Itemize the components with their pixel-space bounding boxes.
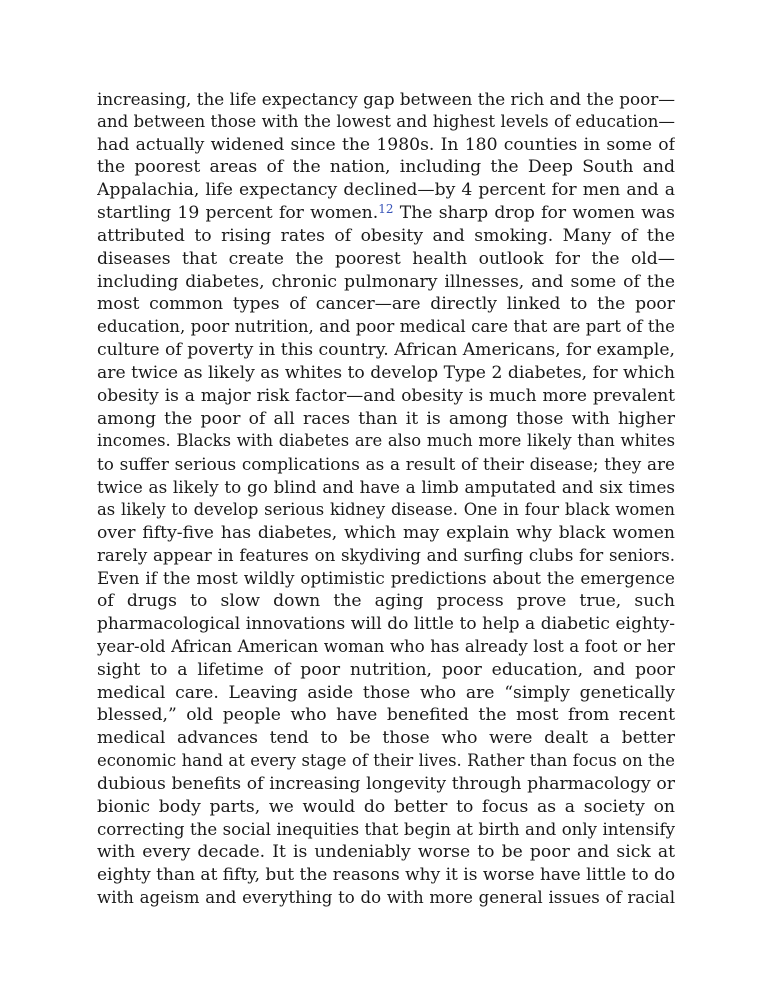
text-line — [97, 225, 675, 248]
text-line — [97, 385, 675, 408]
line-text: the poorest areas of the nation, including the Deep South and — [97, 157, 675, 178]
line-text: rarely appear in features on skydiving and surfing clubs for seniors. — [97, 545, 675, 565]
line-text: twice as likely to go blind and have a limb amputated and six times — [97, 477, 675, 498]
line-text: economic hand at every stage of their lives. Rather than focus on the — [97, 751, 675, 771]
line-text: are twice as likely as whites to develop Type 2 diabetes, for which — [97, 362, 675, 383]
line-text: medical care. Leaving aside those who are “simply genetically — [97, 682, 675, 703]
line-text: culture of poverty in this country. African Americans, for example, — [97, 340, 675, 361]
text-line — [97, 476, 675, 499]
text-line — [97, 773, 675, 796]
line-text: blessed,” old people who have benefited the most from recent — [97, 705, 675, 726]
line-text: sight to a lifetime of poor nutrition, poor education, and poor — [97, 659, 675, 680]
line-text: medical advances tend to be those who were dealt a better — [97, 728, 675, 749]
text-line — [97, 841, 675, 864]
line-text: correcting the social inequities that begin at birth and only intensify — [97, 819, 675, 839]
line-text: eighty than at fifty, but the reasons why it is worse have little to do — [97, 865, 675, 886]
text-line — [97, 293, 675, 316]
text-line — [97, 819, 675, 842]
text-line — [97, 339, 675, 362]
text-line — [97, 430, 675, 453]
line-text: as likely to develop serious kidney disease. One in four black women — [97, 499, 675, 519]
line-text: over fifty-five has diabetes, which may explain why black women — [97, 522, 675, 543]
line-text: startling 19 percent for women. — [97, 203, 379, 224]
line-text: attributed to rising rates of obesity and smoking. Many of the — [97, 225, 675, 246]
line-text: education, poor nutrition, and poor medical care that are part of the — [97, 317, 675, 337]
line-text: among the poor of all races than it is among those with higher — [97, 408, 675, 429]
text-line — [97, 111, 675, 134]
line-text: Even if the most wildly optimistic predictions about the emergence — [97, 568, 675, 589]
line-text-continued: The sharp drop for women was — [393, 203, 675, 224]
text-line — [97, 453, 675, 476]
line-text: increasing, the life expectancy gap between the rich and the poor— — [97, 89, 675, 109]
line-text: including diabetes, chronic pulmonary illnesses, and some of the — [97, 271, 675, 292]
text-line — [97, 887, 675, 910]
line-text: with every decade. It is undeniably worse to be poor and sick at — [97, 842, 675, 863]
text-line — [97, 88, 675, 111]
line-text: obesity is a major risk factor—and obesity is much more prevalent — [97, 385, 675, 406]
text-line — [97, 545, 675, 568]
text-line — [97, 750, 675, 773]
body-text — [97, 88, 675, 910]
line-text: diseases that create the poorest health outlook for the old— — [97, 248, 675, 269]
text-line — [97, 134, 675, 157]
text-line — [97, 316, 675, 339]
text-line — [97, 727, 675, 750]
line-text: incomes. Blacks with diabetes are also much more likely than whites — [97, 431, 675, 451]
line-text: dubious benefits of increasing longevity through pharmacology or — [97, 773, 675, 794]
text-line — [97, 156, 675, 179]
text-line — [97, 682, 675, 705]
text-line — [97, 248, 675, 271]
text-line — [97, 796, 675, 819]
line-text: with ageism and everything to do with more general issues of racial — [97, 887, 675, 907]
line-text: pharmacological innovations will do little to help a diabetic eighty- — [97, 614, 675, 635]
line-text: year-old African American woman who has already lost a foot or her — [97, 636, 675, 656]
line-text: most common types of cancer—are directly linked to the poor — [97, 294, 675, 315]
text-line — [97, 271, 675, 294]
text-line — [97, 499, 675, 522]
line-text: had actually widened since the 1980s. In 180 counties in some of — [97, 134, 675, 155]
line-text: and between those with the lowest and highest levels of education— — [97, 111, 675, 131]
text-line — [97, 522, 675, 545]
text-line — [97, 202, 675, 225]
text-line — [97, 636, 675, 659]
text-line — [97, 567, 675, 590]
text-line — [97, 362, 675, 385]
line-text: bionic body parts, we would do better to focus as a society on — [97, 796, 675, 817]
text-line — [97, 704, 675, 727]
text-line — [97, 408, 675, 431]
text-line — [97, 864, 675, 887]
line-text: to suffer serious complications as a result of their disease; they are — [97, 454, 675, 475]
text-line — [97, 659, 675, 682]
line-text: Appalachia, life expectancy declined—by 4 percent for men and a — [97, 180, 675, 201]
text-line — [97, 613, 675, 636]
footnote-reference-link[interactable]: 12 — [378, 202, 394, 217]
text-line — [97, 179, 675, 202]
text-line — [97, 590, 675, 613]
line-text: of drugs to slow down the aging process prove true, such — [97, 591, 675, 612]
